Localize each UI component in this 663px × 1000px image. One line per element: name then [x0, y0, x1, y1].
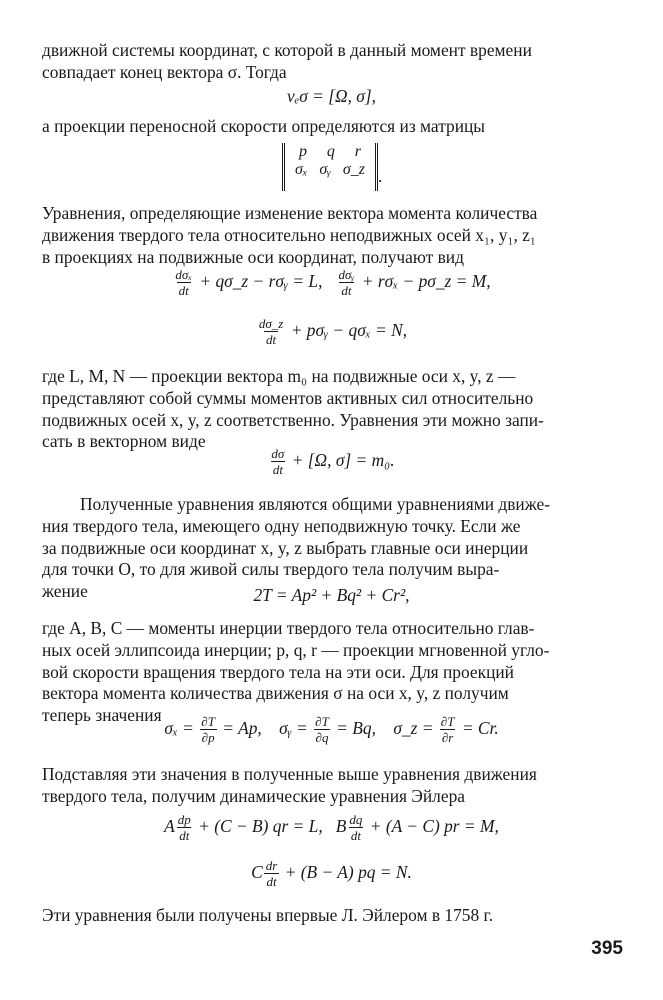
- equation-momentum-z: $\frac{d\sigma\_z}{dt}$ + pσᵧ − qσₓ = N,: [258, 316, 408, 347]
- equation-euler-c: C $\frac{dr}{dt}$ + (B − A) pq = N.: [251, 858, 412, 889]
- text-line: жение: [42, 581, 88, 602]
- equation-vector-form: $\frac{d\sigma}{dt}$ + [Ω, σ] = m₀.: [271, 446, 395, 477]
- text-line: движной системы координат, с которой в данный момент времени: [42, 40, 532, 60]
- equation-sigma-projections: σₓ = $\frac{\partial T}{\partial p}$ = Ap, σᵧ = $\frac{\partial T}{\partial q}$ = Bq, σ_z = $\frac{\partial T}{\partial r}$ = Cr.: [164, 714, 499, 745]
- fraction: $\frac{d\sigma}{dt}$: [271, 446, 285, 477]
- text-line: сать в векторном виде: [42, 431, 206, 452]
- text-line: Подставляя эти значения в полученные выше уравнения движения: [42, 764, 537, 784]
- equation-kinetic-energy: 2T = Ap² + Bq² + Cr²,: [253, 585, 410, 605]
- text-line: где L, M, N — проекции вектора m₀ на подвижные оси x, y, z —: [42, 366, 516, 386]
- paragraph-euler-history: Эти уравнения были получены впервые Л. Эйлером в 1758 г.: [42, 905, 494, 925]
- paragraph-moments: [42, 366, 622, 453]
- fraction: $\frac{dr}{dt}$: [265, 858, 278, 889]
- text-line: теперь значения: [42, 705, 162, 726]
- matrix-cell: σᵧ: [319, 161, 331, 178]
- matrix-row-1: [285, 143, 375, 161]
- text-line: твердого тела, получим динамические уравнения Эйлера: [42, 785, 465, 806]
- text-line: совпадает конец вектора σ. Тогда: [42, 61, 287, 82]
- text-line: подвижных осей x, y, z соответственно. Уравнения эти можно запи-: [42, 409, 544, 430]
- text-line: для точки O, то для живой силы твердого тела получим выра-: [42, 559, 500, 580]
- fraction: $\frac{dq}{dt}$: [349, 812, 363, 843]
- matrix-cell: q: [326, 143, 335, 160]
- equation-momentum-xy: $\frac{\text{dσₓ}}{dt}$ + qσ_z − rσᵧ = L, $\frac{\text{dσᵧ}}{dt}$ + rσₓ − pσ_z = M,: [175, 267, 491, 298]
- matrix-row-2: [285, 161, 375, 179]
- text-line: Полученные уравнения являются общими уравнениями движе-: [80, 494, 551, 514]
- text-line: в проекциях на подвижные оси координат, получают вид: [42, 246, 464, 267]
- matrix-period: .: [378, 166, 383, 186]
- fraction: $\frac{\text{dσᵧ}}{dt}$: [338, 267, 355, 298]
- paragraph-euler-intro: [42, 764, 622, 808]
- paragraph-momentum: [42, 203, 622, 268]
- fraction: $\frac{\partial T}{\partial r}$: [440, 714, 455, 745]
- paragraph-inertia: [42, 618, 622, 727]
- page-number: 395: [591, 938, 623, 959]
- text-line: где A, B, C — моменты инерции твердого тела относительно глав-: [42, 618, 535, 638]
- fraction: $\frac{dp}{dt}$: [177, 812, 191, 843]
- text-line: Уравнения, определяющие изменение вектора момента количества: [42, 203, 538, 223]
- text-line: ния твердого тела, имеющего одну неподвижную точку. Если же: [42, 515, 521, 536]
- fraction: $\frac{\text{dσₓ}}{dt}$: [175, 267, 193, 298]
- text-line: движения твердого тела относительно неподвижных осей x₁, y₁, z₁: [42, 224, 536, 245]
- text-line: за подвижные оси координат x, y, z выбрать главные оси инерции: [42, 537, 529, 558]
- text-line: ных осей эллипсоида инерции; p, q, r — проекции мгновенной угло-: [42, 639, 550, 660]
- fraction: $\frac{\partial T}{\partial p}$: [201, 714, 215, 745]
- velocity-matrix: [282, 143, 378, 191]
- fraction: $\frac{d\sigma\_z}{dt}$: [258, 316, 284, 347]
- equation-relative-velocity: vₑσ = [Ω, σ],: [286, 86, 377, 106]
- paragraph-matrix-intro: а проекции переносной скорости определяются из матрицы: [42, 116, 485, 136]
- text-line: представляют собой суммы моментов активных сил относительно: [42, 387, 534, 408]
- matrix-cell: σ_z: [342, 161, 366, 178]
- matrix-cell: r: [354, 143, 362, 160]
- paragraph-intro: [42, 40, 622, 84]
- matrix-cell: p: [298, 143, 307, 160]
- matrix-cell: σₓ: [294, 161, 308, 178]
- fraction: $\frac{\partial T}{\partial q}$: [315, 714, 329, 745]
- text-line: вой скорости вращения твердого тела на эти оси. Для проекций: [42, 661, 514, 682]
- equation-euler-ab: A $\frac{dp}{dt}$ + (C − B) qr = L, B $\frac{dq}{dt}$ + (A − C) pr = M,: [164, 812, 499, 843]
- text-line: вектора момента количества движения σ на оси x, y, z получим: [42, 683, 509, 704]
